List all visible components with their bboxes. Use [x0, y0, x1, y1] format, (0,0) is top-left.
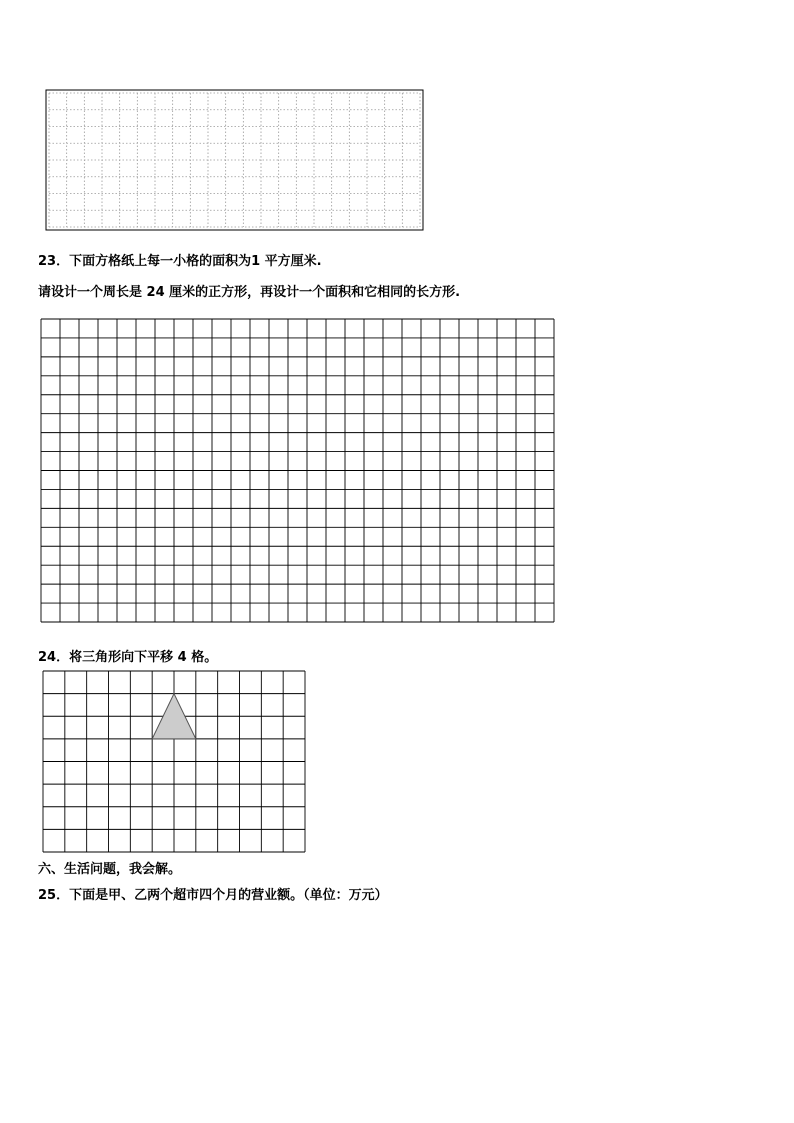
dotted-grid [45, 89, 425, 232]
dotted-grid-lines [49, 93, 420, 227]
q24-grid [42, 670, 307, 854]
question-23-line1: 23．下面方格纸上每一小格的面积为1 平方厘米. [38, 254, 322, 269]
section-6-heading: 六、生活问题，我会解。 [38, 862, 182, 877]
question-25-text: 25．下面是甲、乙两个超市四个月的营业额。（单位：万元） [38, 888, 388, 903]
q23-grid-lines [41, 319, 554, 622]
q23-grid [40, 318, 556, 624]
question-23-line2: 请设计一个周长是 24 厘米的正方形，再设计一个面积和它相同的长方形. [38, 285, 461, 300]
question-24-text: 24．将三角形向下平移 4 格。 [38, 650, 218, 665]
